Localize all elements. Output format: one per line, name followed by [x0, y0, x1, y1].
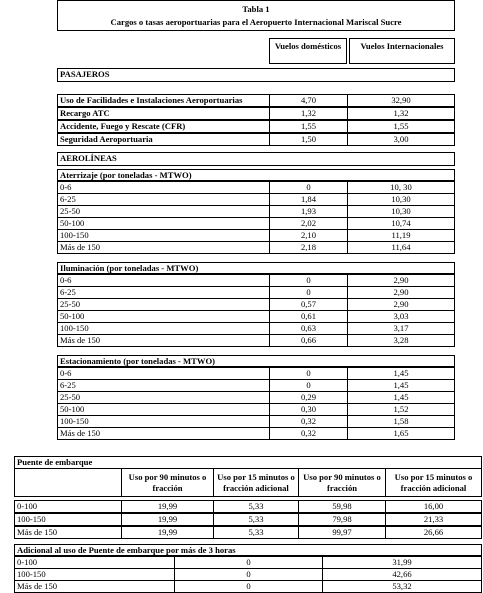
- aero-row-domestic: 0: [269, 286, 348, 299]
- puente-row-value: 59,98: [298, 500, 386, 513]
- adicional-row-international: 31,99: [322, 556, 482, 569]
- aero-row-international: 10, 30: [347, 181, 455, 194]
- aero-row-domestic: 2,02: [269, 217, 348, 230]
- adicional-row-label: 0-100: [14, 556, 175, 569]
- puente-row-value: 19,99: [121, 526, 214, 539]
- aero-row-domestic: 0,57: [269, 298, 348, 311]
- adicional-row-domestic: 0: [174, 568, 323, 581]
- aero-section-title: Iluminación (por toneladas - MTWO): [57, 262, 455, 274]
- aero-row-label: 0-6: [57, 274, 270, 287]
- pasajeros-row-domestic: 4,70: [269, 94, 348, 107]
- aero-row-domestic: 2,10: [269, 229, 348, 242]
- pasajeros-row-international: 32,90: [347, 94, 455, 107]
- puente-row-value: 16,00: [385, 500, 482, 513]
- aero-row-label: Más de 150: [57, 334, 270, 347]
- aero-row-label: 6-25: [57, 379, 270, 392]
- aero-row-label: 50-100: [57, 310, 270, 323]
- puente-row-value: 21,33: [385, 513, 482, 526]
- aero-row-label: 100-150: [57, 229, 270, 242]
- aero-row-international: 1,45: [347, 367, 455, 380]
- aero-row-international: 3,03: [347, 310, 455, 323]
- aero-row-international: 10,30: [347, 205, 455, 218]
- aero-row-label: 25-50: [57, 298, 270, 311]
- puente-row-label: Más de 150: [14, 526, 122, 539]
- col-header-domestic: Vuelos domésticos: [269, 38, 347, 64]
- aero-row-label: 6-25: [57, 193, 270, 206]
- aero-row-international: 2,90: [347, 298, 455, 311]
- adicional-row-domestic: 0: [174, 580, 323, 593]
- pasajeros-row-label: Recargo ATC: [57, 107, 270, 120]
- adicional-title: Adicional al uso de Puente de embarque por más de 3 horas: [14, 544, 482, 556]
- puente-row-value: 26,66: [385, 526, 482, 539]
- section-header-aerolineas: AEROLÍNEAS: [57, 152, 455, 166]
- aero-row-label: 100-150: [57, 322, 270, 335]
- aero-row-label: 0-6: [57, 367, 270, 380]
- puente-col-header: Uso por 90 minutos o fracción: [121, 468, 214, 497]
- aero-row-domestic: 0: [269, 367, 348, 380]
- aero-row-label: 100-150: [57, 415, 270, 428]
- table-title: Tabla 1: [242, 4, 270, 14]
- puente-row-value: 19,99: [121, 500, 214, 513]
- puente-title: Puente de embarque: [14, 456, 482, 469]
- aero-row-domestic: 0,30: [269, 403, 348, 416]
- aero-row-label: 25-50: [57, 205, 270, 218]
- aero-section-title: Estacionamiento (por toneladas - MTWO): [57, 355, 455, 367]
- aero-row-international: 3,28: [347, 334, 455, 347]
- aero-row-international: 10,74: [347, 217, 455, 230]
- puente-row-label: 0-100: [14, 500, 122, 513]
- puente-col-header: Uso por 15 minutos o fracción adicional: [385, 468, 482, 497]
- aero-row-label: 0-6: [57, 181, 270, 194]
- aero-row-domestic: 0,29: [269, 391, 348, 404]
- adicional-row-international: 53,32: [322, 580, 482, 593]
- col-header-international: Vuelos Internacionales: [349, 38, 455, 64]
- aero-row-international: 1,65: [347, 427, 455, 440]
- aero-row-international: 2,90: [347, 286, 455, 299]
- adicional-row-domestic: 0: [174, 556, 323, 569]
- aero-row-international: 3,17: [347, 322, 455, 335]
- aero-row-domestic: 0,66: [269, 334, 348, 347]
- pasajeros-row-domestic: 1,55: [269, 120, 348, 133]
- aero-row-label: 6-25: [57, 286, 270, 299]
- aero-row-domestic: 1,84: [269, 193, 348, 206]
- puente-row-value: 99,97: [298, 526, 386, 539]
- puente-row-label: 100-150: [14, 513, 122, 526]
- aero-row-domestic: 0: [269, 274, 348, 287]
- table-subtitle: Cargos o tasas aeroportuarias para el Aeropuerto Internacional Mariscal Sucre: [110, 17, 402, 27]
- aero-row-domestic: 0: [269, 181, 348, 194]
- puente-col-header: Uso por 90 minutos o fracción: [298, 468, 386, 497]
- pasajeros-row-label: Accidente, Fuego y Rescate (CFR): [57, 120, 270, 133]
- pasajeros-row-international: 1,55: [347, 120, 455, 133]
- aero-row-international: 2,90: [347, 274, 455, 287]
- aero-row-international: 1,52: [347, 403, 455, 416]
- table-title-box: [57, 0, 455, 31]
- aero-row-label: 50-100: [57, 403, 270, 416]
- aero-row-international: 10,30: [347, 193, 455, 206]
- pasajeros-row-label: Uso de Facilidades e Instalaciones Aeroportuarias: [57, 94, 270, 107]
- pasajeros-row-label: Seguridad Aeroportuaria: [57, 133, 270, 146]
- aero-row-label: 50-100: [57, 217, 270, 230]
- adicional-row-label: 100-150: [14, 568, 175, 581]
- aero-row-domestic: 0: [269, 379, 348, 392]
- aero-row-domestic: 2,18: [269, 241, 348, 254]
- puente-row-value: 19,99: [121, 513, 214, 526]
- aero-row-international: 11,19: [347, 229, 455, 242]
- aero-row-domestic: 0,32: [269, 415, 348, 428]
- aero-row-domestic: 1,93: [269, 205, 348, 218]
- puente-row-value: 5,33: [213, 526, 299, 539]
- aero-row-international: 1,45: [347, 391, 455, 404]
- aero-row-label: Más de 150: [57, 427, 270, 440]
- puente-col-header: Uso por 15 minutos o fracción adicional: [213, 468, 299, 497]
- aero-section-title: Aterrizaje (por toneladas - MTWO): [57, 169, 455, 181]
- aero-row-international: 1,58: [347, 415, 455, 428]
- pasajeros-row-international: 1,32: [347, 107, 455, 120]
- puente-row-value: 5,33: [213, 513, 299, 526]
- aero-row-label: Más de 150: [57, 241, 270, 254]
- puente-row-value: 79,98: [298, 513, 386, 526]
- puente-row-value: 5,33: [213, 500, 299, 513]
- pasajeros-row-domestic: 1,50: [269, 133, 348, 146]
- puente-header-blank: [14, 468, 122, 497]
- aero-row-label: 25-50: [57, 391, 270, 404]
- adicional-row-label: Más de 150: [14, 580, 175, 593]
- section-header-pasajeros: PASAJEROS: [57, 68, 455, 82]
- aero-row-domestic: 0,61: [269, 310, 348, 323]
- pasajeros-row-domestic: 1,32: [269, 107, 348, 120]
- aero-row-international: 11,64: [347, 241, 455, 254]
- pasajeros-row-international: 3,00: [347, 133, 455, 146]
- aero-row-domestic: 0,32: [269, 427, 348, 440]
- aero-row-international: 1,45: [347, 379, 455, 392]
- adicional-row-international: 42,66: [322, 568, 482, 581]
- aero-row-domestic: 0,63: [269, 322, 348, 335]
